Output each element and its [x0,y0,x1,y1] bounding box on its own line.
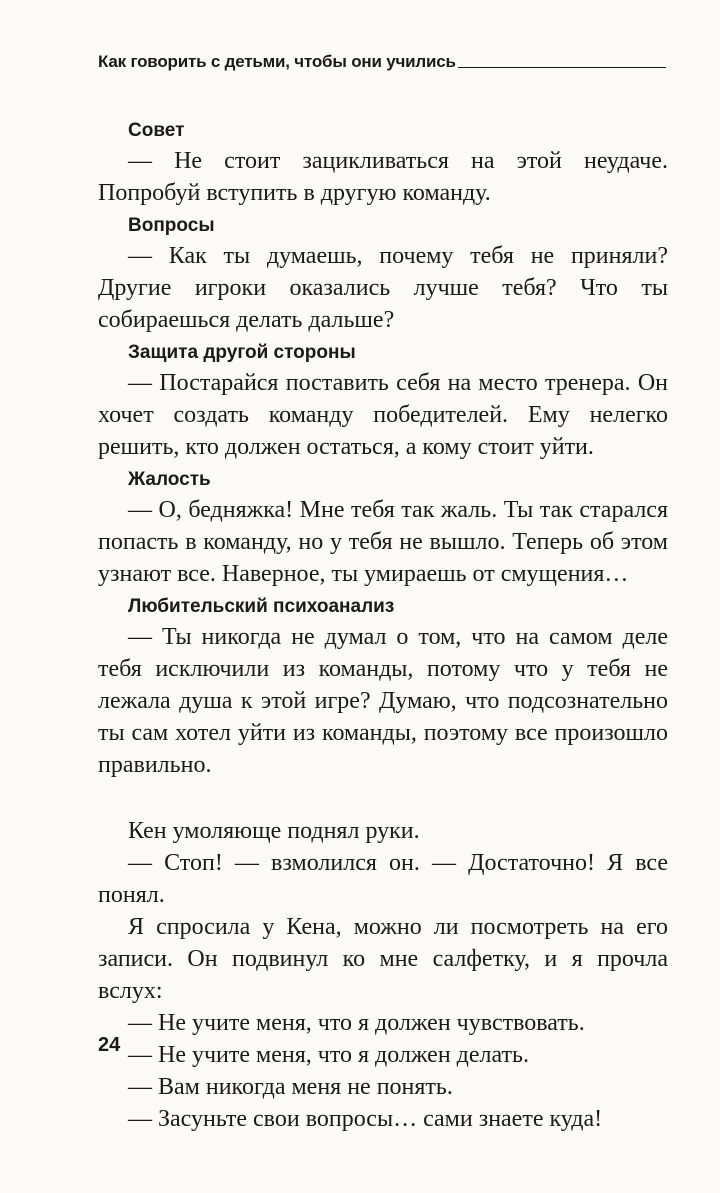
section-psychoanalysis [98,593,668,781]
section-text: — О, бедняжка! Мне тебя так жаль. Ты так старался попасть в команду, но у тебя не вышло. Теперь об этом узнают все. Наверное, ты умираешь от смущения… [98,497,668,587]
narrative-paragraph: Я спросила у Кена, можно ли посмотреть на его записи. Он подвинул ко мне салфетку, и я прочла вслух: [98,914,668,1004]
narrative-paragraph: — Засуньте свои вопросы… сами знаете куда! [128,1106,603,1132]
running-head-title: Как говорить с детьми, чтобы они учились [98,52,456,71]
section-heading: Защита другой стороны [128,342,356,363]
section-heading: Вопросы [128,215,215,236]
section-heading: Жалость [128,469,211,490]
section-text: — Ты никогда не думал о том, что на самом деле тебя исключили из команды, потому что у тебя не лежала душа к этой игре? Думаю, что подсознательно ты сам хотел уйти из команды, поэтому все произошло правильно. [98,624,668,778]
section-heading: Любительский психоанализ [128,596,395,617]
running-head-rule [458,67,666,68]
narrative-paragraph: Кен умоляюще поднял руки. [128,818,420,844]
section-text: — Как ты думаешь, почему тебя не приняли? Другие игроки оказались лучше тебя? Что ты собираешься делать дальше? [98,243,668,333]
section-text: — Не стоит зацикливаться на этой неудаче. Попробуй вступить в другую команду. [98,148,668,206]
section-advice [98,117,668,209]
section-pity [98,466,668,590]
narrative-paragraph: — Вам никогда меня не понять. [128,1074,453,1100]
page-number: 24 [98,1034,121,1056]
narrative-paragraph: — Не учите меня, что я должен делать. [128,1042,529,1068]
section-break [98,781,668,815]
section-other-side [98,339,668,463]
narrative-paragraph: — Стоп! — взмолился он. — Достаточно! Я все понял. [98,850,668,908]
section-text: — Постарайся поставить себя на место тренера. Он хочет создать команду победителей. Ему нелегко решить, кто должен остаться, а кому стоит уйти. [98,370,668,460]
section-questions [98,212,668,336]
section-heading: Совет [128,120,185,141]
running-head [98,50,666,72]
narrative [98,815,668,1135]
narrative-paragraph: — Не учите меня, что я должен чувствовать. [128,1010,585,1036]
page-body [98,117,668,1135]
